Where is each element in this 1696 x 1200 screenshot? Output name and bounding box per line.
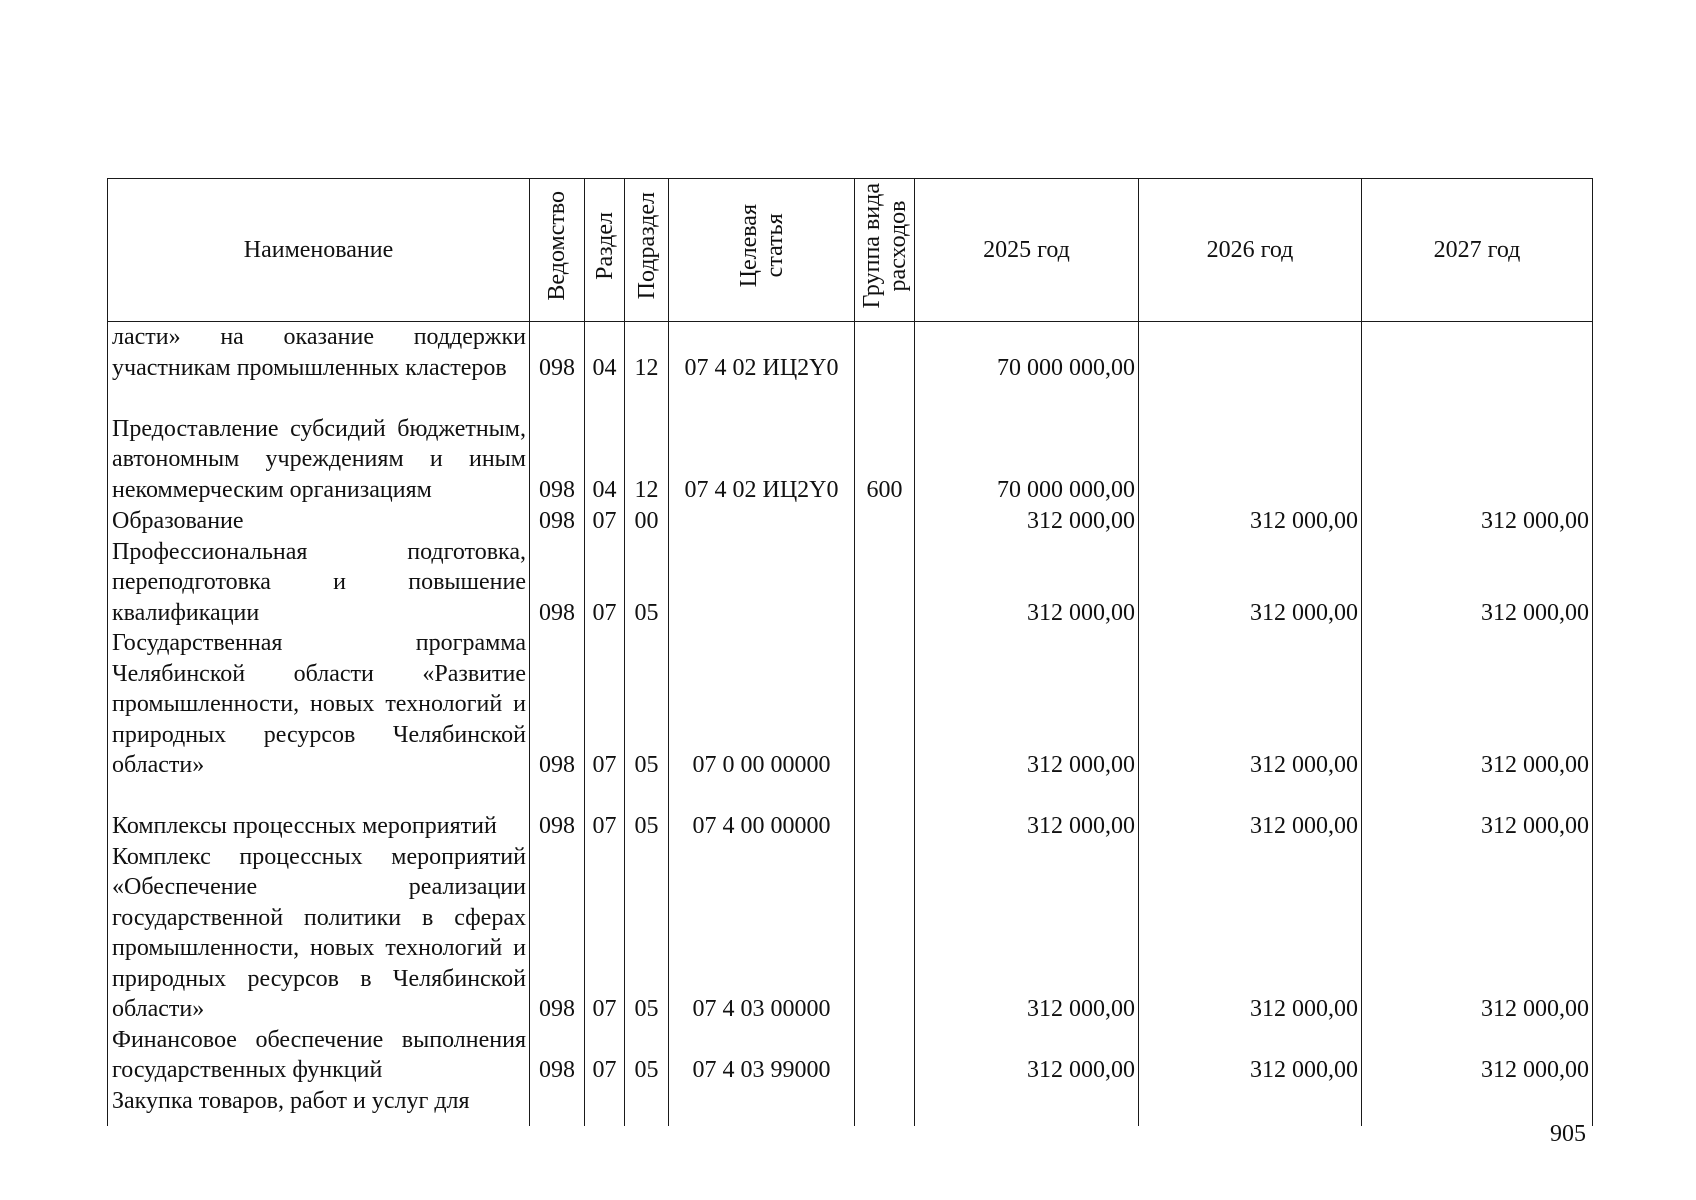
row-expense bbox=[855, 505, 915, 536]
row-subsection: 05 bbox=[625, 628, 669, 781]
row-dept: 098 bbox=[530, 505, 585, 536]
table-row bbox=[108, 383, 1593, 505]
row-name: Предоставление субсидий бюджетным, автономным учреждениям и иным некоммерческим организациям bbox=[108, 383, 530, 505]
row-2025: 312 000,00 bbox=[915, 505, 1139, 536]
table-row bbox=[108, 1086, 1593, 1126]
header-expense: Группа вида расходов bbox=[855, 179, 915, 322]
row-2026: 312 000,00 bbox=[1139, 505, 1362, 536]
row-2025: 312 000,00 bbox=[915, 781, 1139, 842]
table-row bbox=[108, 1025, 1593, 1086]
row-2025: 312 000,00 bbox=[915, 1025, 1139, 1086]
row-2027: 312 000,00 bbox=[1362, 1025, 1593, 1086]
row-2025: 70 000 000,00 bbox=[915, 322, 1139, 384]
row-section bbox=[585, 1086, 625, 1126]
header-section: Раздел bbox=[585, 179, 625, 322]
row-target: 07 0 00 00000 bbox=[669, 628, 855, 781]
page-number: 905 bbox=[1550, 1121, 1586, 1147]
row-2027: 312 000,00 bbox=[1362, 842, 1593, 1025]
row-expense bbox=[855, 628, 915, 781]
row-target: 07 4 03 99000 bbox=[669, 1025, 855, 1086]
row-expense bbox=[855, 1025, 915, 1086]
row-target bbox=[669, 536, 855, 628]
row-target bbox=[669, 505, 855, 536]
row-dept: 098 bbox=[530, 781, 585, 842]
row-expense bbox=[855, 536, 915, 628]
table-row bbox=[108, 628, 1593, 781]
row-section: 04 bbox=[585, 322, 625, 384]
row-target: 07 4 03 00000 bbox=[669, 842, 855, 1025]
row-2027: 312 000,00 bbox=[1362, 536, 1593, 628]
row-2026 bbox=[1139, 383, 1362, 505]
row-target: 07 4 02 ИЦ2Y0 bbox=[669, 383, 855, 505]
row-dept: 098 bbox=[530, 842, 585, 1025]
row-name: Финансовое обеспечение выполнения государственных функций bbox=[108, 1025, 530, 1086]
row-2026: 312 000,00 bbox=[1139, 628, 1362, 781]
header-target: Целевая статья bbox=[669, 179, 855, 322]
row-2027: 312 000,00 bbox=[1362, 781, 1593, 842]
row-section: 07 bbox=[585, 842, 625, 1025]
row-subsection: 12 bbox=[625, 383, 669, 505]
row-2026: 312 000,00 bbox=[1139, 842, 1362, 1025]
row-name: Государственная программа Челябинской области «Развитие промышленности, новых технологий и природных ресурсов Челябинской области» bbox=[108, 628, 530, 781]
row-subsection: 05 bbox=[625, 842, 669, 1025]
row-2027: 312 000,00 bbox=[1362, 628, 1593, 781]
header-2026: 2026 год bbox=[1139, 179, 1362, 322]
row-2027 bbox=[1362, 383, 1593, 505]
row-dept bbox=[530, 1086, 585, 1126]
row-2025: 312 000,00 bbox=[915, 628, 1139, 781]
row-2025: 70 000 000,00 bbox=[915, 383, 1139, 505]
row-2027 bbox=[1362, 1086, 1593, 1126]
row-2027 bbox=[1362, 322, 1593, 384]
header-dept: Ведомство bbox=[530, 179, 585, 322]
row-expense bbox=[855, 781, 915, 842]
row-subsection: 12 bbox=[625, 322, 669, 384]
row-2025: 312 000,00 bbox=[915, 842, 1139, 1025]
header-2025: 2025 год bbox=[915, 179, 1139, 322]
table-header-row bbox=[108, 179, 1593, 322]
row-dept: 098 bbox=[530, 383, 585, 505]
row-dept: 098 bbox=[530, 1025, 585, 1086]
row-section: 07 bbox=[585, 1025, 625, 1086]
row-name: Комплекс процессных мероприятий «Обеспечение реализации государственной политики в сферах промышленности, новых технологий и природных ресурсов в Челябинской области» bbox=[108, 842, 530, 1025]
row-subsection: 00 bbox=[625, 505, 669, 536]
row-section: 07 bbox=[585, 781, 625, 842]
table-row bbox=[108, 842, 1593, 1025]
row-2025 bbox=[915, 1086, 1139, 1126]
row-expense: 600 bbox=[855, 383, 915, 505]
budget-table bbox=[107, 178, 1593, 1126]
row-dept: 098 bbox=[530, 536, 585, 628]
row-2026: 312 000,00 bbox=[1139, 781, 1362, 842]
table-row bbox=[108, 322, 1593, 384]
row-target: 07 4 02 ИЦ2Y0 bbox=[669, 322, 855, 384]
row-2026: 312 000,00 bbox=[1139, 536, 1362, 628]
row-target bbox=[669, 1086, 855, 1126]
table-row bbox=[108, 781, 1593, 842]
row-name: Комплексы процессных мероприятий bbox=[108, 781, 530, 842]
row-expense bbox=[855, 842, 915, 1025]
row-dept: 098 bbox=[530, 322, 585, 384]
row-2026 bbox=[1139, 322, 1362, 384]
table-row bbox=[108, 505, 1593, 536]
row-name: Профессиональная подготовка, переподготовка и повышение квалификации bbox=[108, 536, 530, 628]
row-section: 07 bbox=[585, 536, 625, 628]
row-section: 07 bbox=[585, 628, 625, 781]
row-section: 04 bbox=[585, 383, 625, 505]
table-row bbox=[108, 536, 1593, 628]
row-2026 bbox=[1139, 1086, 1362, 1126]
row-subsection: 05 bbox=[625, 536, 669, 628]
header-name: Наименование bbox=[108, 179, 530, 322]
row-expense bbox=[855, 1086, 915, 1126]
row-2027: 312 000,00 bbox=[1362, 505, 1593, 536]
header-subsection: Подраздел bbox=[625, 179, 669, 322]
row-name: ласти» на оказание поддержки участникам промышленных кластеров bbox=[108, 322, 530, 384]
row-subsection: 05 bbox=[625, 1025, 669, 1086]
row-name: Закупка товаров, работ и услуг для bbox=[108, 1086, 530, 1126]
row-section: 07 bbox=[585, 505, 625, 536]
row-2026: 312 000,00 bbox=[1139, 1025, 1362, 1086]
row-subsection bbox=[625, 1086, 669, 1126]
row-name: Образование bbox=[108, 505, 530, 536]
header-2027: 2027 год bbox=[1362, 179, 1593, 322]
row-target: 07 4 00 00000 bbox=[669, 781, 855, 842]
row-2025: 312 000,00 bbox=[915, 536, 1139, 628]
row-expense bbox=[855, 322, 915, 384]
row-dept: 098 bbox=[530, 628, 585, 781]
row-subsection: 05 bbox=[625, 781, 669, 842]
